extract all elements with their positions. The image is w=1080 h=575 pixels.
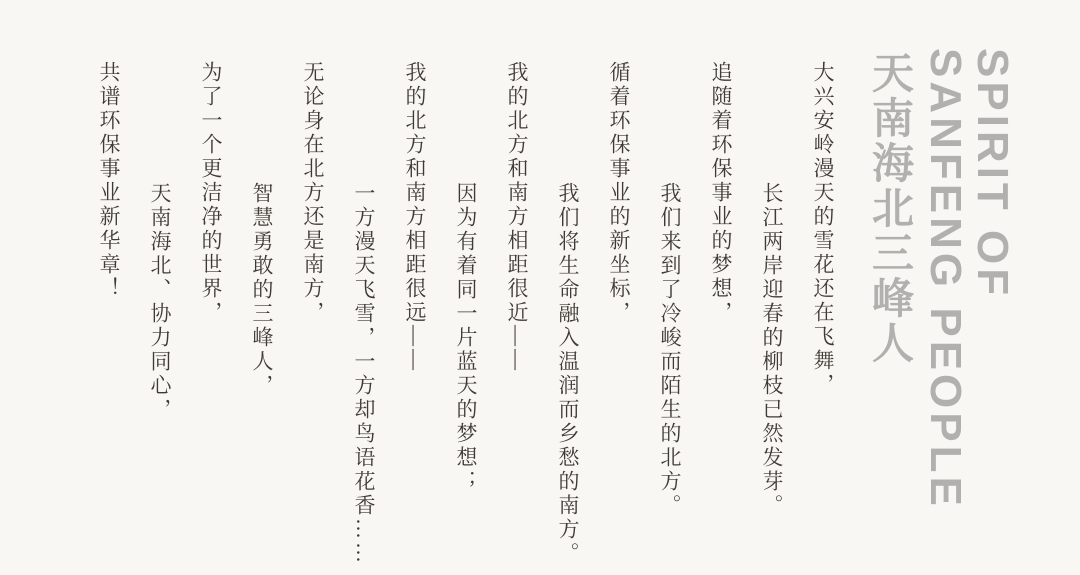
poem-line-4: 我们来到了冷峻而陌生的北方。 (658, 182, 682, 518)
poem-line-6: 我们将生命融入温润而乡愁的南方。 (556, 182, 580, 566)
poem-body (83, 61, 848, 573)
poem-line-15: 共谱环保事业新华章！ (97, 61, 121, 301)
title-chinese: 天南海北三峰人 (867, 51, 914, 366)
poem-line-9: 我的北方和南方相距很远—— (403, 61, 427, 373)
title-english-line1: SPIRIT OF (968, 48, 1017, 300)
poem-line-7: 我的北方和南方相距很近—— (505, 61, 529, 373)
poem-line-8: 因为有着同一片蓝天的梦想； (454, 182, 478, 494)
title-english (922, 48, 1016, 510)
poem-line-3: 追随着环保事业的梦想， (709, 61, 733, 325)
poem-line-10: 一方漫天飞雪，一方却鸟语花香…… (352, 182, 376, 566)
poem-line-2: 长江两岸迎春的柳枝已然发芽。 (760, 182, 784, 518)
poem-line-12: 智慧勇敢的三峰人， (250, 182, 274, 398)
poem-line-1: 大兴安岭漫天的雪花还在飞舞， (811, 61, 835, 397)
poem-line-11: 无论身在北方还是南方， (301, 61, 325, 325)
poem-line-5: 循着环保事业的新坐标， (607, 61, 631, 325)
poem-line-14: 天南海北、协力同心， (148, 182, 172, 422)
title-english-line2: SANFENG PEOPLE (921, 48, 970, 510)
poem-line-13: 为了一个更洁净的世界， (199, 61, 223, 325)
